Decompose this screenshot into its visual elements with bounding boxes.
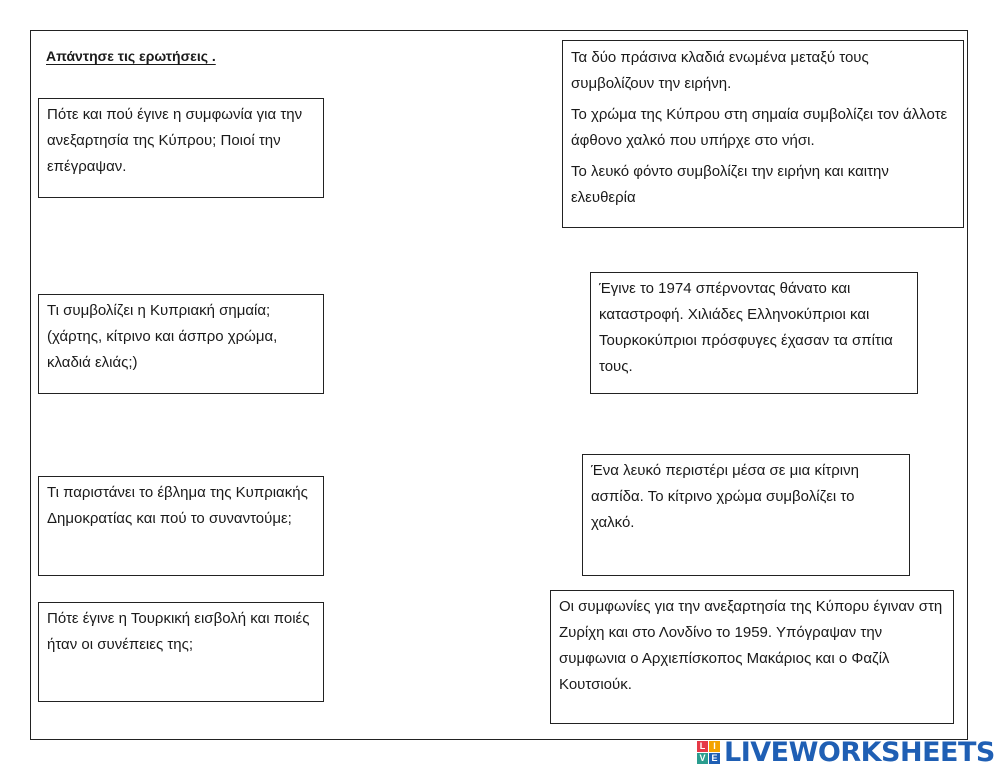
- question-card-invasion[interactable]: [38, 602, 324, 702]
- answer-card-invasion[interactable]: [590, 272, 918, 394]
- answer-paragraph: Το λευκό φόντο συμβολίζει την ειρήνη και καιτην ελευθερία: [571, 163, 889, 206]
- logo-letter: L: [697, 741, 708, 752]
- question-card-flag[interactable]: [38, 294, 324, 394]
- logo-letter: I: [709, 741, 720, 752]
- answer-paragraph: Το χρώμα της Κύπρου στη σημαία συμβολίζει τον άλλοτε άφθονο χαλκό που υπήρχε στο νήσι.: [571, 106, 948, 149]
- logo-letter: E: [709, 753, 720, 764]
- answer-card-independence[interactable]: [550, 590, 954, 724]
- liveworksheets-brand: [697, 736, 995, 768]
- liveworksheets-logo-icon: [697, 741, 720, 764]
- question-card-independence[interactable]: [38, 98, 324, 198]
- question-card-emblem[interactable]: [38, 476, 324, 576]
- answer-paragraph: Τα δύο πράσινα κλαδιά ενωμένα μεταξύ τους συμβολίζουν την ειρήνη.: [571, 49, 869, 92]
- brand-name: LIVEWORKSHEETS: [724, 736, 995, 768]
- question-text: Πότε έγινε η Τουρκική εισβολή και ποιές ήταν οι συνέπειες της;: [47, 610, 310, 653]
- answer-text: Έγινε το 1974 σπέρνοντας θάνατο και καταστροφή. Χιλιάδες Ελληνοκύπριοι και Τουρκοκύπριοι πρόσφυγες έχασαν τα σπίτια τους.: [599, 280, 893, 375]
- answer-text: Ένα λευκό περιστέρι μέσα σε μια κίτρινη ασπίδα. Το κίτρινο χρώμα συμβολίζει το χαλκό.: [591, 462, 859, 531]
- answer-text: Οι συμφωνίες για την ανεξαρτησία της Κύπορυ έγιναν στη Ζυρίχη και στο Λονδίνο το 1959. Υπόγραψαν την συμφωνια ο Αρχιεπίσκοπος Μακάριος και ο Φαζίλ Κουτσιούκ.: [559, 598, 943, 693]
- answer-card-flag-meaning[interactable]: [562, 40, 964, 228]
- logo-letter: V: [697, 753, 708, 764]
- worksheet-title: Απάντησε τις ερωτήσεις .: [46, 48, 216, 64]
- answer-card-emblem[interactable]: [582, 454, 910, 576]
- question-text: Τι παριστάνει το έβλημα της Κυπριακής Δημοκρατίας και πού το συναντούμε;: [47, 484, 308, 527]
- question-text: Πότε και πού έγινε η συμφωνία για την ανεξαρτησία της Κύπρου; Ποιοί την επέγραψαν.: [47, 106, 303, 175]
- question-text: Τι συμβολίζει η Κυπριακή σημαία; (χάρτης, κίτρινο και άσπρο χρώμα, κλαδιά ελιάς;): [47, 302, 278, 371]
